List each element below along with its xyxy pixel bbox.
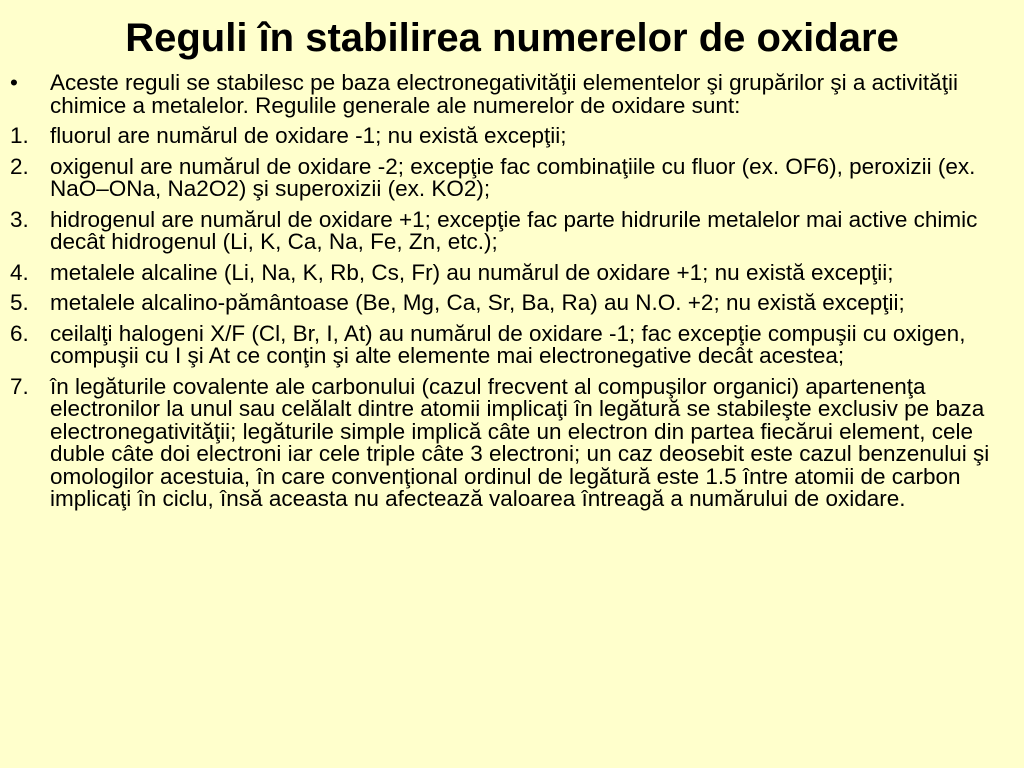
slide-title: Reguli în stabilirea numerelor de oxidare — [125, 16, 899, 60]
intro-paragraph — [10, 72, 1014, 117]
bullet-icon: • — [10, 70, 18, 95]
list-item-text: fluorul are numărul de oxidare -1; nu există excepţii; — [50, 123, 567, 148]
list-number: 2. — [10, 153, 29, 179]
slide-content — [10, 72, 1014, 519]
list-item-text: metalele alcalino-pământoase (Be, Mg, Ca, Sr, Ba, Ra) au N.O. +2; nu există excepţii; — [50, 290, 905, 315]
list-item-text: ceilalţi halogeni X/F (Cl, Br, I, At) au numărul de oxidare -1; fac excepţie compuşii cu oxigen, compuşii cu I şi At ce conţin şi alte elemente mai electronegative decât acestea; — [50, 320, 966, 368]
list-item-text: oxigenul are numărul de oxidare -2; excepţie fac combinaţiile cu fluor (ex. OF6), peroxizii (ex. NaO–ONa, Na2O2) şi superoxizii (ex. KO2); — [50, 153, 976, 201]
list-item — [10, 292, 1014, 315]
list-item — [10, 125, 1014, 148]
list-item — [10, 153, 1014, 201]
list-number: 5. — [10, 290, 29, 315]
list-number: 4. — [10, 259, 29, 285]
list-item-text: metalele alcaline (Li, Na, K, Rb, Cs, Fr) au numărul de oxidare +1; nu există excepţii; — [50, 259, 894, 285]
intro-text: Aceste reguli se stabilesc pe baza electronegativităţii elementelor şi grupărilor şi a activităţii chimice a metalelor. Regulile generale ale numerelor de oxidare sunt: — [50, 70, 958, 118]
list-number: 1. — [10, 123, 29, 148]
list-number: 6. — [10, 320, 29, 346]
list-item — [10, 259, 1014, 285]
list-item — [10, 206, 1014, 254]
list-number: 3. — [10, 206, 29, 232]
list-item-text: în legăturile covalente ale carbonului (cazul frecvent al compuşilor organici) apartenenţa electronilor la unul sau celălalt dintre atomii implicaţi în legătură se stabileşte exclusiv pe baza electronegativităţii; legăturile simple implică câte un electron din partea fiecărui element, cele duble câte doi electroni iar cele triple câte 3 electroni; un caz deosebit este cazul benzenului şi omologilor acestuia, în care convenţional ordinul de legătură este 1.5 între atomii de carbon implicaţi în ciclu, însă aceasta nu afectează valoarea întreagă a numărului de oxidare. — [50, 373, 990, 511]
list-item — [10, 320, 1014, 368]
list-item-text: hidrogenul are numărul de oxidare +1; excepţie fac parte hidrurile metalelor mai active chimic decât hidrogenul (Li, K, Ca, Na, Fe, Zn, etc.); — [50, 206, 978, 254]
list-number: 7. — [10, 373, 29, 399]
list-item — [10, 373, 1014, 511]
